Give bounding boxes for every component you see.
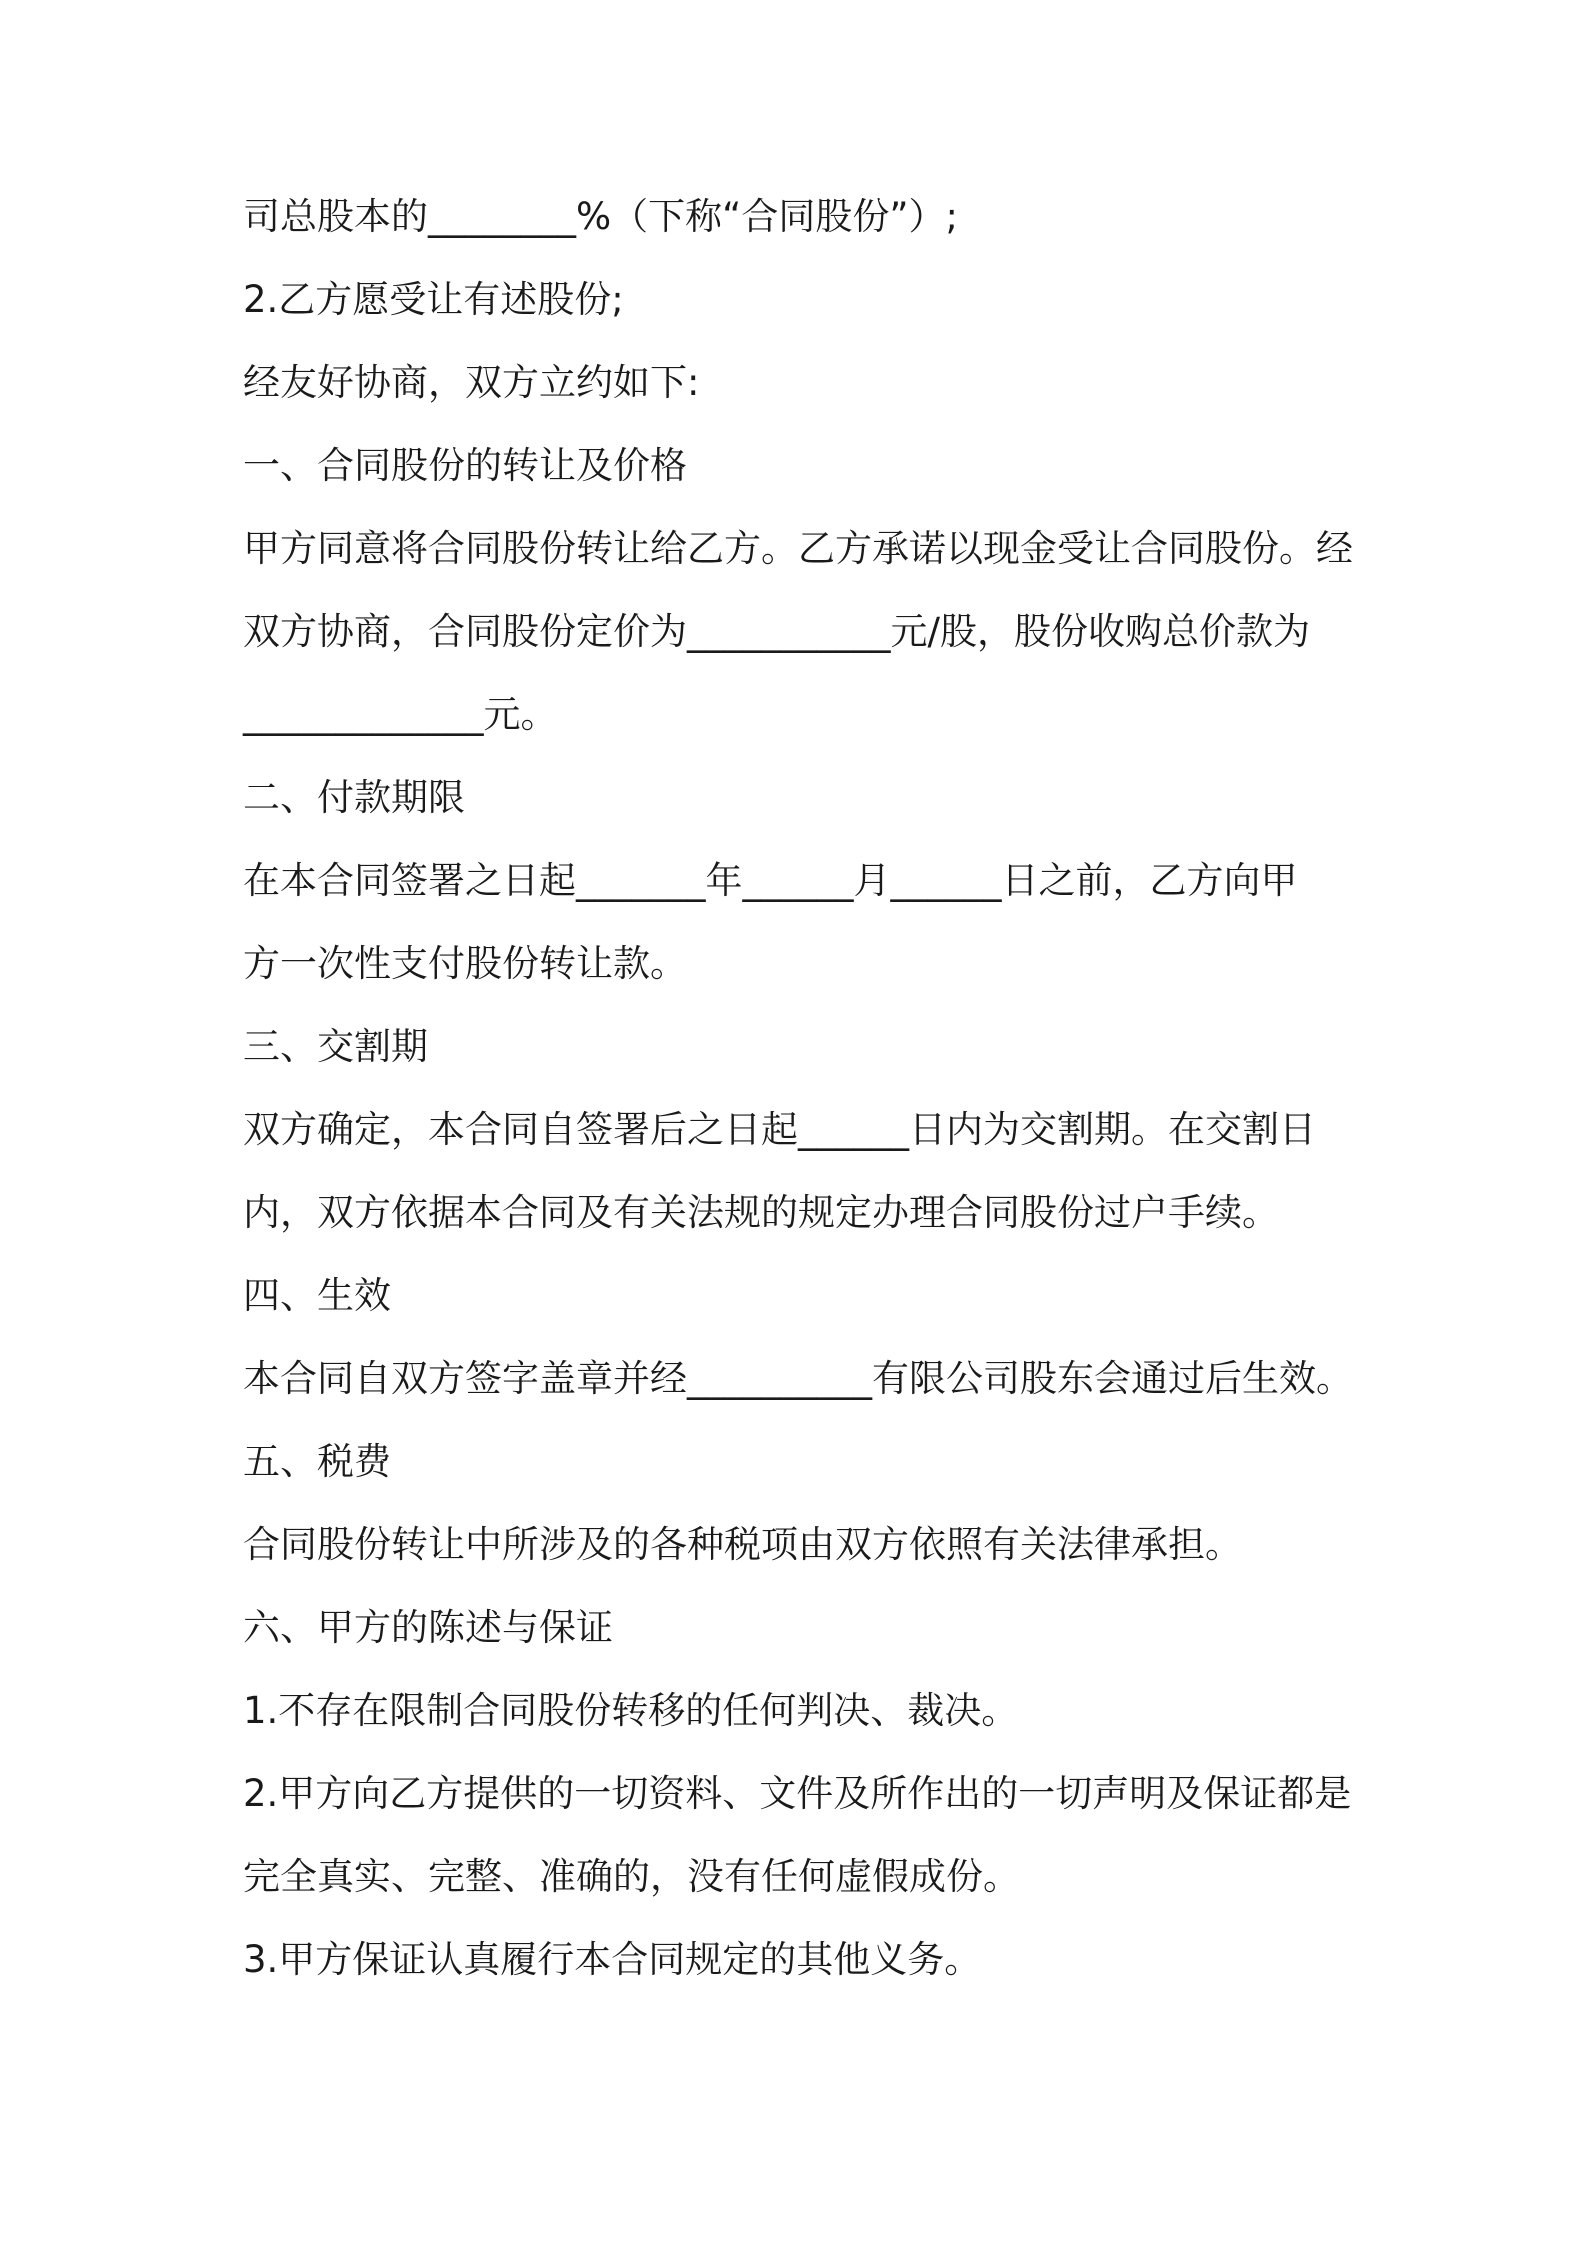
text-line: _____________元。 bbox=[243, 693, 558, 736]
text-line: 2.甲方向乙方提供的一切资料、文件及所作出的一切声明及保证都是 bbox=[243, 1772, 1352, 1815]
section-heading: 四、生效 bbox=[243, 1274, 391, 1317]
text-line: 完全真实、完整、准确的，没有任何虚假成份。 bbox=[243, 1855, 1020, 1898]
text-line: 3.甲方保证认真履行本合同规定的其他义务。 bbox=[243, 1938, 982, 1981]
document-body bbox=[243, 196, 1363, 1980]
text-line: 甲方同意将合同股份转让给乙方。乙方承诺以现金受让合同股份。经 bbox=[243, 527, 1353, 570]
text-line: 合同股份转让中所涉及的各种税项由双方依照有关法律承担。 bbox=[243, 1523, 1242, 1566]
section-heading: 一、合同股份的转让及价格 bbox=[243, 444, 687, 487]
text-line: 内，双方依据本合同及有关法规的规定办理合同股份过户手续。 bbox=[243, 1191, 1279, 1234]
section-heading: 六、甲方的陈述与保证 bbox=[243, 1606, 613, 1649]
text-line: 本合同自双方签字盖章并经__________有限公司股东会通过后生效。 bbox=[243, 1357, 1353, 1400]
text-line: 2.乙方愿受让有述股份; bbox=[243, 278, 624, 321]
section-heading: 二、付款期限 bbox=[243, 776, 465, 819]
text-line: 司总股本的________%（下称“合同股份”）; bbox=[243, 195, 958, 238]
text-line: 方一次性支付股份转让款。 bbox=[243, 942, 687, 985]
text-line: 双方协商，合同股份定价为___________元/股，股份收购总价款为 bbox=[243, 610, 1310, 653]
section-heading: 五、税费 bbox=[243, 1440, 391, 1483]
text-line: 双方确定，本合同自签署后之日起______日内为交割期。在交割日 bbox=[243, 1108, 1316, 1151]
section-heading: 三、交割期 bbox=[243, 1025, 428, 1068]
text-line: 1.不存在限制合同股份转移的任何判决、裁决。 bbox=[243, 1689, 1019, 1732]
text-line: 经友好协商，双方立约如下: bbox=[243, 361, 700, 404]
text-line: 在本合同签署之日起_______年______月______日之前，乙方向甲 bbox=[243, 859, 1298, 902]
